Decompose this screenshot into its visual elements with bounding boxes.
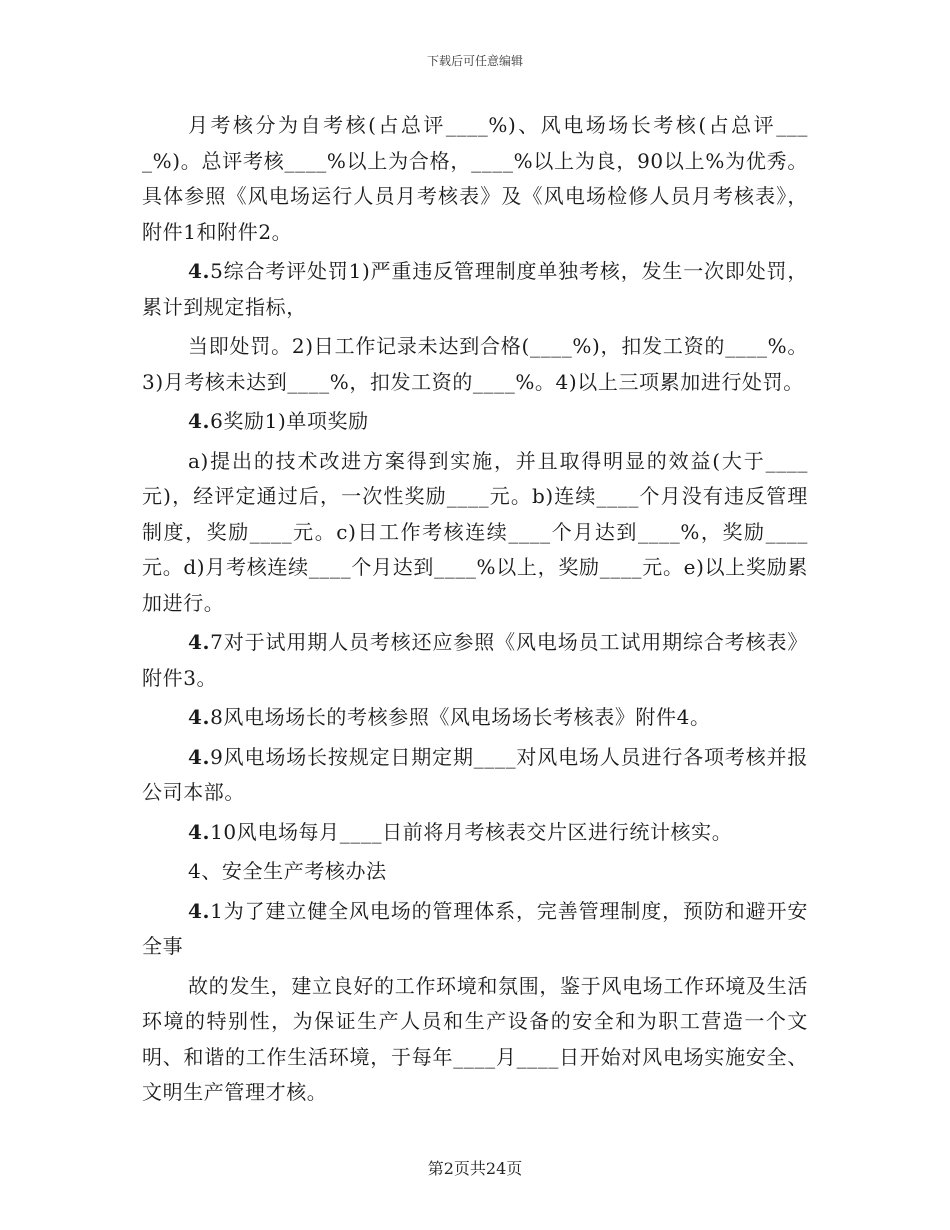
paragraph-text: 7对于试用期人员考核还应参照《风电场员工试用期综合考核表》附件3。 xyxy=(142,630,808,690)
section-heading-safety xyxy=(142,854,808,890)
section-number: 4. xyxy=(188,409,211,433)
paragraph-text: 5综合考评处罚1)严重违反管理制度单独考核，发生一次即处罚，累计到规定指标， xyxy=(142,259,808,319)
section-number: 4. xyxy=(188,819,211,844)
section-number: 4. xyxy=(188,705,211,729)
paragraph-text: a)提出的技术改进方案得到实施，并且取得明显的效益(大于____元)，经评定通过后，一次性奖励____元。b)连续____个月没有违反管理制度，奖励____元。c)日工作考核连续____个月达到____%，奖励____元。d)月考核连续____个月达到____%以上，奖励____元。e)以上奖励累加进行。 xyxy=(142,448,808,615)
page-header: 下载后可任意编辑 xyxy=(426,54,523,68)
paragraph-text: 10风电场每月____日前将月考核表交片区进行统计核实。 xyxy=(210,819,733,844)
paragraph-text: 6奖励1)单项奖励 xyxy=(210,409,369,433)
section-number: 4. xyxy=(188,630,211,654)
section-number: 4. xyxy=(188,898,211,923)
paragraph-text: 当即处罚。2)日工作记录未达到合格(____%)，扣发工资的____%。3)月考核未达到____%，扣发工资的____%。4)以上三项累加进行处罚。 xyxy=(142,334,808,394)
section-number: 4. xyxy=(188,744,211,769)
paragraph-penalty-cont xyxy=(142,329,808,400)
paragraph-safety-cont xyxy=(142,969,808,1111)
paragraph-4-5 xyxy=(142,254,808,325)
paragraph-text: 1为了建立健全风电场的管理体系，完善管理制度，预防和避开安全事 xyxy=(142,898,808,958)
paragraph-text: 月考核分为自考核(占总评____%)、风电场场长考核(占总评____%)。总评考核____%以上为合格，____%以上为良，90以上%为优秀。具体参照《风电场运行人员月考核表》及《风电场检修人员月考核表》，附件1和附件2。 xyxy=(142,113,808,244)
paragraph-monthly-assessment xyxy=(142,108,808,250)
paragraph-text: 8风电场场长的考核参照《风电场场长考核表》附件4。 xyxy=(210,705,711,729)
paragraph-text: 故的发生，建立良好的工作环境和氛围，鉴于风电场工作环境及生活环境的特别性，为保证生产人员和生产设备的安全和为职工营造一个文明、和谐的工作生活环境，于每年____月____日开始对风电场实施安全、文明生产管理才核。 xyxy=(142,973,808,1104)
paragraph-rewards xyxy=(142,444,808,622)
page-footer: 第2页共24页 xyxy=(427,1159,523,1178)
paragraph-4-8 xyxy=(142,700,808,736)
section-number: 4. xyxy=(188,259,211,283)
paragraph-safety-4-1 xyxy=(142,894,808,965)
paragraph-4-10 xyxy=(142,815,808,851)
paragraph-4-7 xyxy=(142,625,808,696)
document-body xyxy=(142,108,808,1115)
paragraph-4-9 xyxy=(142,740,808,811)
paragraph-text: 4、安全生产考核办法 xyxy=(188,859,387,883)
paragraph-text: 9风电场场长按规定日期定期____对风电场人员进行各项考核并报公司本部。 xyxy=(142,744,808,804)
paragraph-4-6 xyxy=(142,404,808,440)
